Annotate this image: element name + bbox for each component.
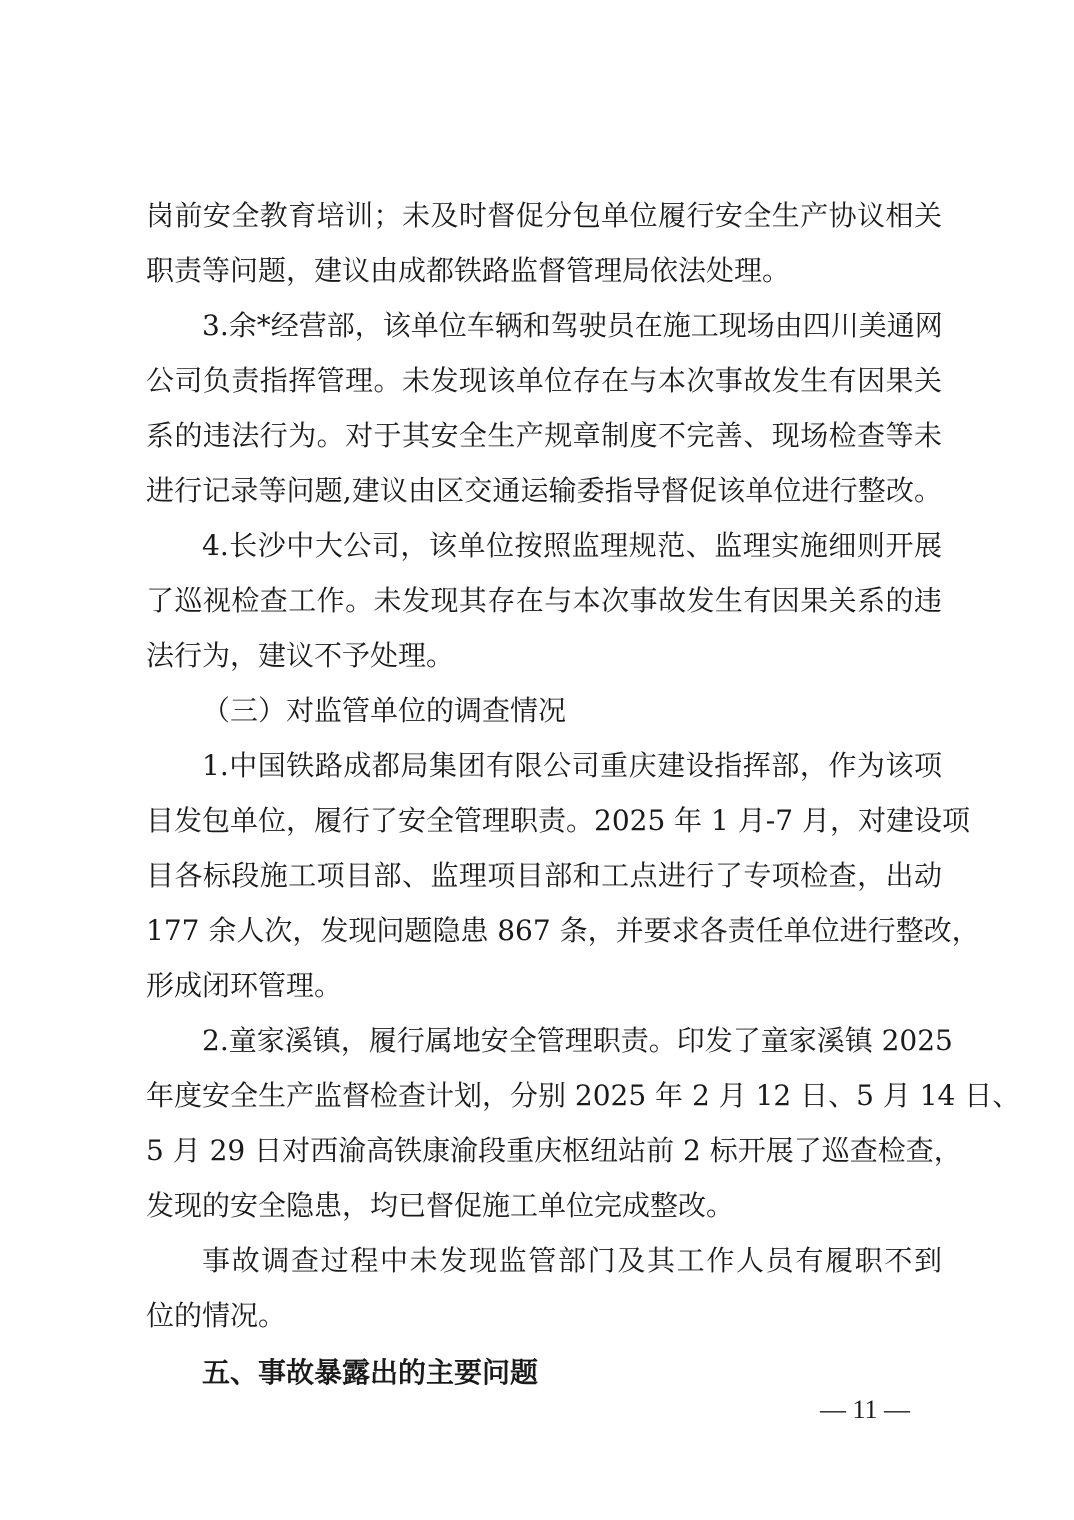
text-line: 5 月 29 日对西渝高铁康渝段重庆枢纽站前 2 标开展了巡查检查， [146,1134,962,1167]
text-line: 法行为，建议不予处理。 [146,639,455,672]
text-line: 177 余人次，发现问题隐患 867 条，并要求各责任单位进行整改， [146,914,980,947]
text-line: 系的违法行为。对于其安全生产规章制度不完善、现场检查等未 [146,419,942,452]
text-line: 公司负责指挥管理。未发现该单位存在与本次事故发生有因果关 [146,364,942,397]
text-line: 职责等问题，建议由成都铁路监督管理局依法处理。 [146,254,791,287]
text-line: 进行记录等问题,建议由区交通运输委指导督促该单位进行整改。 [146,474,942,507]
text-line: 岗前安全教育培训；未及时督促分包单位履行安全生产协议相关 [146,199,942,232]
paragraph-4-start: 4.长沙中大公司，该单位按照监理规范、监理实施细则开展 [202,529,942,562]
paragraph-2-start: 2.童家溪镇，履行属地安全管理职责。印发了童家溪镇 2025 [202,1024,953,1057]
section-heading: 五、事故暴露出的主要问题 [202,1356,539,1389]
paragraph-1-start: 1.中国铁路成都局集团有限公司重庆建设指挥部，作为该项 [202,749,942,782]
text-line: 了巡视检查工作。未发现其存在与本次事故发生有因果关系的违 [146,584,942,617]
text-line: 目各标段施工项目部、监理项目部和工点进行了专项检查，出动 [146,859,942,892]
paragraph-conclusion-start: 事故调查过程中未发现监管部门及其工作人员有履职不到 [202,1244,942,1277]
page-number: — 11 — [820,1395,911,1424]
text-line: 位的情况。 [146,1299,287,1332]
text-line: 年度安全生产监督检查计划，分别 2025 年 2 月 12 日、5 月 14 日、 [146,1079,1021,1112]
section-subheading: （三）对监管单位的调查情况 [202,694,567,727]
paragraph-3-start: 3.余*经营部，该单位车辆和驾驶员在施工现场由四川美通网 [202,309,943,342]
text-line: 形成闭环管理。 [146,969,343,1002]
text-line: 目发包单位，履行了安全管理职责。2025 年 1 月-7 月，对建设项 [146,804,970,837]
text-line: 发现的安全隐患，均已督促施工单位完成整改。 [146,1189,735,1222]
